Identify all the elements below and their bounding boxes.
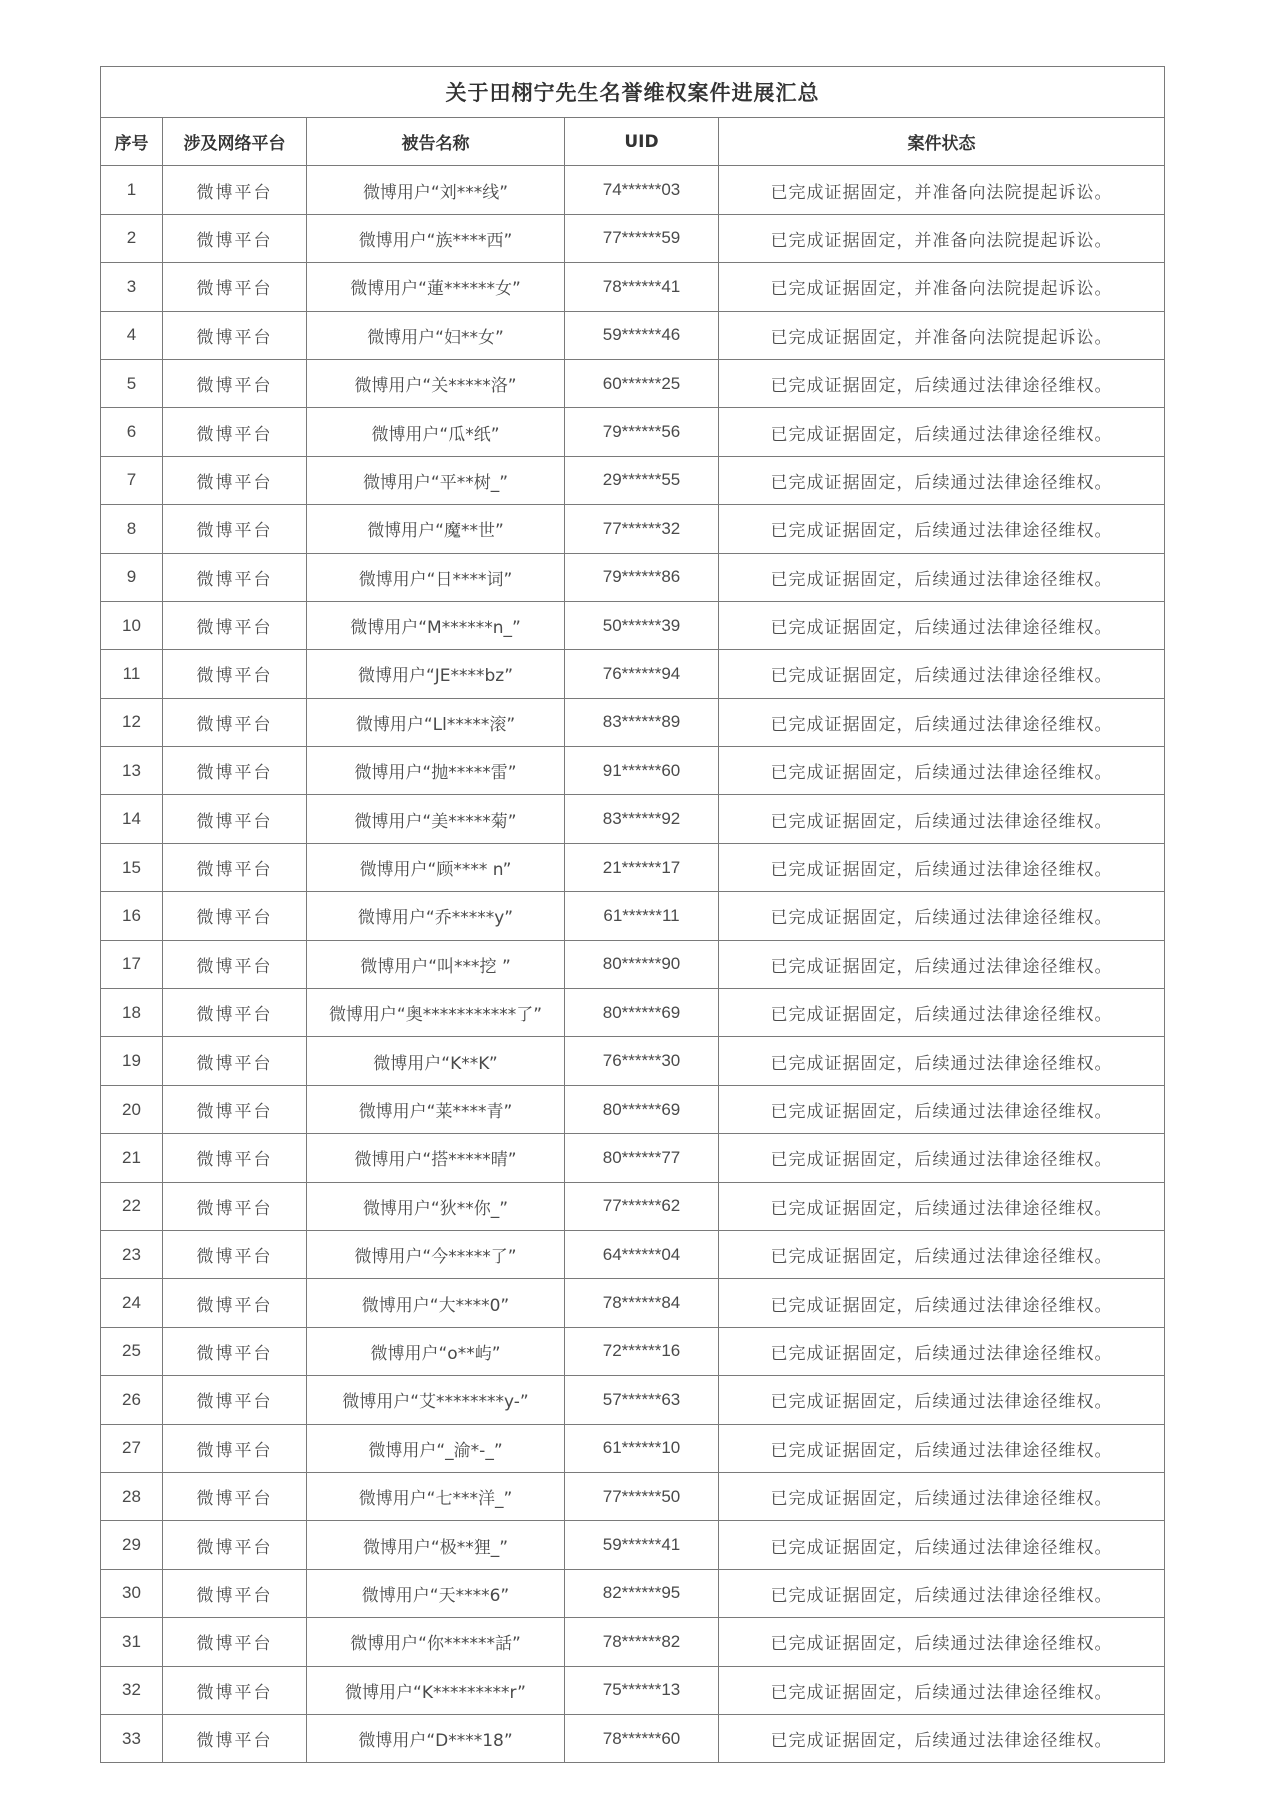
cell-uid: 50******39 <box>565 601 719 649</box>
cell-platform: 微博平台 <box>163 1472 307 1520</box>
cell-defendant-name: 微博用户“K*********r” <box>307 1666 565 1714</box>
case-summary-sheet <box>100 66 1164 1763</box>
cell-serial-number: 9 <box>101 553 163 601</box>
cell-defendant-name: 微博用户“关*****洛” <box>307 359 565 407</box>
cell-platform: 微博平台 <box>163 1424 307 1472</box>
cell-platform: 微博平台 <box>163 408 307 456</box>
cell-platform: 微博平台 <box>163 940 307 988</box>
cell-uid: 80******90 <box>565 940 719 988</box>
table-row <box>101 1424 1165 1472</box>
cell-case-status: 已完成证据固定，后续通过法律途径维权。 <box>719 650 1165 698</box>
cell-case-status: 已完成证据固定，后续通过法律途径维权。 <box>719 892 1165 940</box>
cell-serial-number: 14 <box>101 795 163 843</box>
cell-case-status: 已完成证据固定，后续通过法律途径维权。 <box>719 1666 1165 1714</box>
cell-defendant-name: 微博用户“族****西” <box>307 214 565 262</box>
cell-defendant-name: 微博用户“乔*****y” <box>307 892 565 940</box>
cell-case-status: 已完成证据固定，后续通过法律途径维权。 <box>719 505 1165 553</box>
cell-case-status: 已完成证据固定，后续通过法律途径维权。 <box>719 1230 1165 1278</box>
table-row <box>101 1376 1165 1424</box>
cell-case-status: 已完成证据固定，后续通过法律途径维权。 <box>719 989 1165 1037</box>
header-case-status: 案件状态 <box>719 118 1165 166</box>
cell-defendant-name: 微博用户“魔**世” <box>307 505 565 553</box>
cell-serial-number: 23 <box>101 1230 163 1278</box>
table-row <box>101 408 1165 456</box>
cell-defendant-name: 微博用户“抛*****雷” <box>307 747 565 795</box>
cell-case-status: 已完成证据固定，后续通过法律途径维权。 <box>719 795 1165 843</box>
table-row <box>101 601 1165 649</box>
table-row <box>101 1279 1165 1327</box>
cell-defendant-name: 微博用户“M******n_” <box>307 601 565 649</box>
table-row <box>101 166 1165 214</box>
table-row <box>101 1037 1165 1085</box>
cell-platform: 微博平台 <box>163 1521 307 1569</box>
table-row <box>101 843 1165 891</box>
cell-defendant-name: 微博用户“蓮******女” <box>307 263 565 311</box>
cell-serial-number: 15 <box>101 843 163 891</box>
cell-platform: 微博平台 <box>163 359 307 407</box>
cell-case-status: 已完成证据固定，后续通过法律途径维权。 <box>719 1376 1165 1424</box>
table-row <box>101 1569 1165 1617</box>
table-row <box>101 1134 1165 1182</box>
cell-serial-number: 6 <box>101 408 163 456</box>
table-row <box>101 1472 1165 1520</box>
cell-uid: 77******62 <box>565 1182 719 1230</box>
cell-serial-number: 31 <box>101 1618 163 1666</box>
cell-uid: 59******46 <box>565 311 719 359</box>
table-row <box>101 505 1165 553</box>
cell-serial-number: 7 <box>101 456 163 504</box>
cell-uid: 74******03 <box>565 166 719 214</box>
cell-serial-number: 3 <box>101 263 163 311</box>
cell-platform: 微博平台 <box>163 650 307 698</box>
table-row <box>101 553 1165 601</box>
table-row <box>101 747 1165 795</box>
cell-uid: 59******41 <box>565 1521 719 1569</box>
cell-defendant-name: 微博用户“奥***********了” <box>307 989 565 1037</box>
cell-uid: 78******82 <box>565 1618 719 1666</box>
cell-defendant-name: 微博用户“平**树_” <box>307 456 565 504</box>
cell-platform: 微博平台 <box>163 1569 307 1617</box>
cell-uid: 82******95 <box>565 1569 719 1617</box>
cell-platform: 微博平台 <box>163 892 307 940</box>
cell-serial-number: 10 <box>101 601 163 649</box>
cell-uid: 80******69 <box>565 989 719 1037</box>
cell-uid: 79******56 <box>565 408 719 456</box>
cell-defendant-name: 微博用户“叫***挖 ” <box>307 940 565 988</box>
cell-defendant-name: 微博用户“莱****青” <box>307 1085 565 1133</box>
cell-serial-number: 2 <box>101 214 163 262</box>
cell-defendant-name: 微博用户“Ll*****滚” <box>307 698 565 746</box>
cell-defendant-name: 微博用户“天****6” <box>307 1569 565 1617</box>
cell-serial-number: 22 <box>101 1182 163 1230</box>
cell-platform: 微博平台 <box>163 1134 307 1182</box>
cell-uid: 64******04 <box>565 1230 719 1278</box>
cell-platform: 微博平台 <box>163 456 307 504</box>
cell-defendant-name: 微博用户“日****词” <box>307 553 565 601</box>
cell-platform: 微博平台 <box>163 1037 307 1085</box>
cell-defendant-name: 微博用户“极**狸_” <box>307 1521 565 1569</box>
header-serial-number: 序号 <box>101 118 163 166</box>
table-row <box>101 359 1165 407</box>
cell-platform: 微博平台 <box>163 505 307 553</box>
cell-case-status: 已完成证据固定，后续通过法律途径维权。 <box>719 1521 1165 1569</box>
cell-uid: 78******84 <box>565 1279 719 1327</box>
cell-serial-number: 25 <box>101 1327 163 1375</box>
cell-serial-number: 21 <box>101 1134 163 1182</box>
cell-serial-number: 5 <box>101 359 163 407</box>
cell-defendant-name: 微博用户“o**屿” <box>307 1327 565 1375</box>
cell-serial-number: 16 <box>101 892 163 940</box>
cell-case-status: 已完成证据固定，后续通过法律途径维权。 <box>719 456 1165 504</box>
cell-defendant-name: 微博用户“美*****菊” <box>307 795 565 843</box>
header-row <box>101 118 1165 166</box>
cell-serial-number: 17 <box>101 940 163 988</box>
cell-uid: 61******11 <box>565 892 719 940</box>
cell-platform: 微博平台 <box>163 989 307 1037</box>
table-row <box>101 650 1165 698</box>
table-row <box>101 1714 1165 1762</box>
table-row <box>101 989 1165 1037</box>
cell-case-status: 已完成证据固定，后续通过法律途径维权。 <box>719 408 1165 456</box>
cell-platform: 微博平台 <box>163 1279 307 1327</box>
cell-uid: 76******94 <box>565 650 719 698</box>
cell-platform: 微博平台 <box>163 311 307 359</box>
table-row <box>101 214 1165 262</box>
cell-case-status: 已完成证据固定，后续通过法律途径维权。 <box>719 1424 1165 1472</box>
cell-uid: 91******60 <box>565 747 719 795</box>
cell-case-status: 已完成证据固定，后续通过法律途径维权。 <box>719 1327 1165 1375</box>
cell-uid: 29******55 <box>565 456 719 504</box>
cell-defendant-name: 微博用户“瓜*纸” <box>307 408 565 456</box>
document-title: 关于田栩宁先生名誉维权案件进展汇总 <box>101 67 1165 118</box>
cell-serial-number: 1 <box>101 166 163 214</box>
cell-uid: 61******10 <box>565 1424 719 1472</box>
cell-case-status: 已完成证据固定，后续通过法律途径维权。 <box>719 1714 1165 1762</box>
cell-defendant-name: 微博用户“狄**你_” <box>307 1182 565 1230</box>
cell-case-status: 已完成证据固定，后续通过法律途径维权。 <box>719 1569 1165 1617</box>
table-row <box>101 1230 1165 1278</box>
cell-serial-number: 28 <box>101 1472 163 1520</box>
cell-uid: 57******63 <box>565 1376 719 1424</box>
cell-defendant-name: 微博用户“K**K” <box>307 1037 565 1085</box>
cell-serial-number: 33 <box>101 1714 163 1762</box>
cell-defendant-name: 微博用户“D****18” <box>307 1714 565 1762</box>
cell-serial-number: 32 <box>101 1666 163 1714</box>
table-row <box>101 456 1165 504</box>
cell-platform: 微博平台 <box>163 1230 307 1278</box>
header-defendant-name: 被告名称 <box>307 118 565 166</box>
cell-case-status: 已完成证据固定，后续通过法律途径维权。 <box>719 553 1165 601</box>
cell-platform: 微博平台 <box>163 1182 307 1230</box>
cell-defendant-name: 微博用户“顾**** n” <box>307 843 565 891</box>
table-row <box>101 1618 1165 1666</box>
table-row <box>101 892 1165 940</box>
cell-platform: 微博平台 <box>163 1714 307 1762</box>
cell-case-status: 已完成证据固定，后续通过法律途径维权。 <box>719 1279 1165 1327</box>
cell-case-status: 已完成证据固定，后续通过法律途径维权。 <box>719 1134 1165 1182</box>
cell-defendant-name: 微博用户“今*****了” <box>307 1230 565 1278</box>
cell-platform: 微博平台 <box>163 166 307 214</box>
cell-serial-number: 30 <box>101 1569 163 1617</box>
cell-platform: 微博平台 <box>163 601 307 649</box>
cell-serial-number: 13 <box>101 747 163 795</box>
cell-platform: 微博平台 <box>163 747 307 795</box>
cell-serial-number: 24 <box>101 1279 163 1327</box>
cell-case-status: 已完成证据固定，后续通过法律途径维权。 <box>719 698 1165 746</box>
cell-platform: 微博平台 <box>163 843 307 891</box>
cell-case-status: 已完成证据固定，并准备向法院提起诉讼。 <box>719 311 1165 359</box>
cell-serial-number: 20 <box>101 1085 163 1133</box>
cell-case-status: 已完成证据固定，并准备向法院提起诉讼。 <box>719 166 1165 214</box>
cell-defendant-name: 微博用户“七***洋_” <box>307 1472 565 1520</box>
cell-case-status: 已完成证据固定，后续通过法律途径维权。 <box>719 1037 1165 1085</box>
table-row <box>101 940 1165 988</box>
cell-uid: 77******50 <box>565 1472 719 1520</box>
cell-case-status: 已完成证据固定，后续通过法律途径维权。 <box>719 940 1165 988</box>
cell-uid: 83******89 <box>565 698 719 746</box>
cell-uid: 83******92 <box>565 795 719 843</box>
cell-uid: 79******86 <box>565 553 719 601</box>
cell-case-status: 已完成证据固定，后续通过法律途径维权。 <box>719 747 1165 795</box>
cell-case-status: 已完成证据固定，后续通过法律途径维权。 <box>719 601 1165 649</box>
cell-case-status: 已完成证据固定，并准备向法院提起诉讼。 <box>719 263 1165 311</box>
table-row <box>101 1182 1165 1230</box>
cell-serial-number: 18 <box>101 989 163 1037</box>
cell-platform: 微博平台 <box>163 1085 307 1133</box>
cell-serial-number: 4 <box>101 311 163 359</box>
cell-defendant-name: 微博用户“大****0” <box>307 1279 565 1327</box>
cell-platform: 微博平台 <box>163 553 307 601</box>
cell-platform: 微博平台 <box>163 214 307 262</box>
cell-platform: 微博平台 <box>163 698 307 746</box>
cell-serial-number: 8 <box>101 505 163 553</box>
cell-uid: 72******16 <box>565 1327 719 1375</box>
table-row <box>101 1327 1165 1375</box>
cell-serial-number: 29 <box>101 1521 163 1569</box>
cell-serial-number: 19 <box>101 1037 163 1085</box>
table-row <box>101 795 1165 843</box>
cell-serial-number: 27 <box>101 1424 163 1472</box>
cell-serial-number: 12 <box>101 698 163 746</box>
cell-serial-number: 11 <box>101 650 163 698</box>
cell-defendant-name: 微博用户“_渝*-_” <box>307 1424 565 1472</box>
cell-platform: 微博平台 <box>163 1618 307 1666</box>
cell-platform: 微博平台 <box>163 1376 307 1424</box>
cell-uid: 77******32 <box>565 505 719 553</box>
cell-platform: 微博平台 <box>163 1327 307 1375</box>
case-rows <box>101 166 1165 1763</box>
cell-uid: 77******59 <box>565 214 719 262</box>
cell-platform: 微博平台 <box>163 1666 307 1714</box>
cell-defendant-name: 微博用户“艾********y-” <box>307 1376 565 1424</box>
cell-defendant-name: 微博用户“刘***线” <box>307 166 565 214</box>
cell-case-status: 已完成证据固定，后续通过法律途径维权。 <box>719 1085 1165 1133</box>
title-row <box>101 67 1165 118</box>
cell-uid: 75******13 <box>565 1666 719 1714</box>
cell-defendant-name: 微博用户“你******話” <box>307 1618 565 1666</box>
cell-case-status: 已完成证据固定，后续通过法律途径维权。 <box>719 1182 1165 1230</box>
cell-case-status: 已完成证据固定，后续通过法律途径维权。 <box>719 1472 1165 1520</box>
cell-uid: 76******30 <box>565 1037 719 1085</box>
table-row <box>101 1085 1165 1133</box>
cell-platform: 微博平台 <box>163 263 307 311</box>
cell-defendant-name: 微博用户“JE****bz” <box>307 650 565 698</box>
cell-serial-number: 26 <box>101 1376 163 1424</box>
table-row <box>101 1666 1165 1714</box>
cell-uid: 80******77 <box>565 1134 719 1182</box>
table-row <box>101 698 1165 746</box>
cell-platform: 微博平台 <box>163 795 307 843</box>
header-platform: 涉及网络平台 <box>163 118 307 166</box>
cell-case-status: 已完成证据固定，并准备向法院提起诉讼。 <box>719 214 1165 262</box>
table-row <box>101 263 1165 311</box>
cell-defendant-name: 微博用户“妇**女” <box>307 311 565 359</box>
cell-uid: 78******60 <box>565 1714 719 1762</box>
case-progress-table <box>100 66 1165 1763</box>
cell-defendant-name: 微博用户“搭*****晴” <box>307 1134 565 1182</box>
cell-uid: 60******25 <box>565 359 719 407</box>
cell-uid: 21******17 <box>565 843 719 891</box>
cell-case-status: 已完成证据固定，后续通过法律途径维权。 <box>719 843 1165 891</box>
table-row <box>101 311 1165 359</box>
cell-case-status: 已完成证据固定，后续通过法律途径维权。 <box>719 1618 1165 1666</box>
cell-uid: 80******69 <box>565 1085 719 1133</box>
table-row <box>101 1521 1165 1569</box>
cell-case-status: 已完成证据固定，后续通过法律途径维权。 <box>719 359 1165 407</box>
cell-uid: 78******41 <box>565 263 719 311</box>
header-uid: UID <box>565 118 719 166</box>
